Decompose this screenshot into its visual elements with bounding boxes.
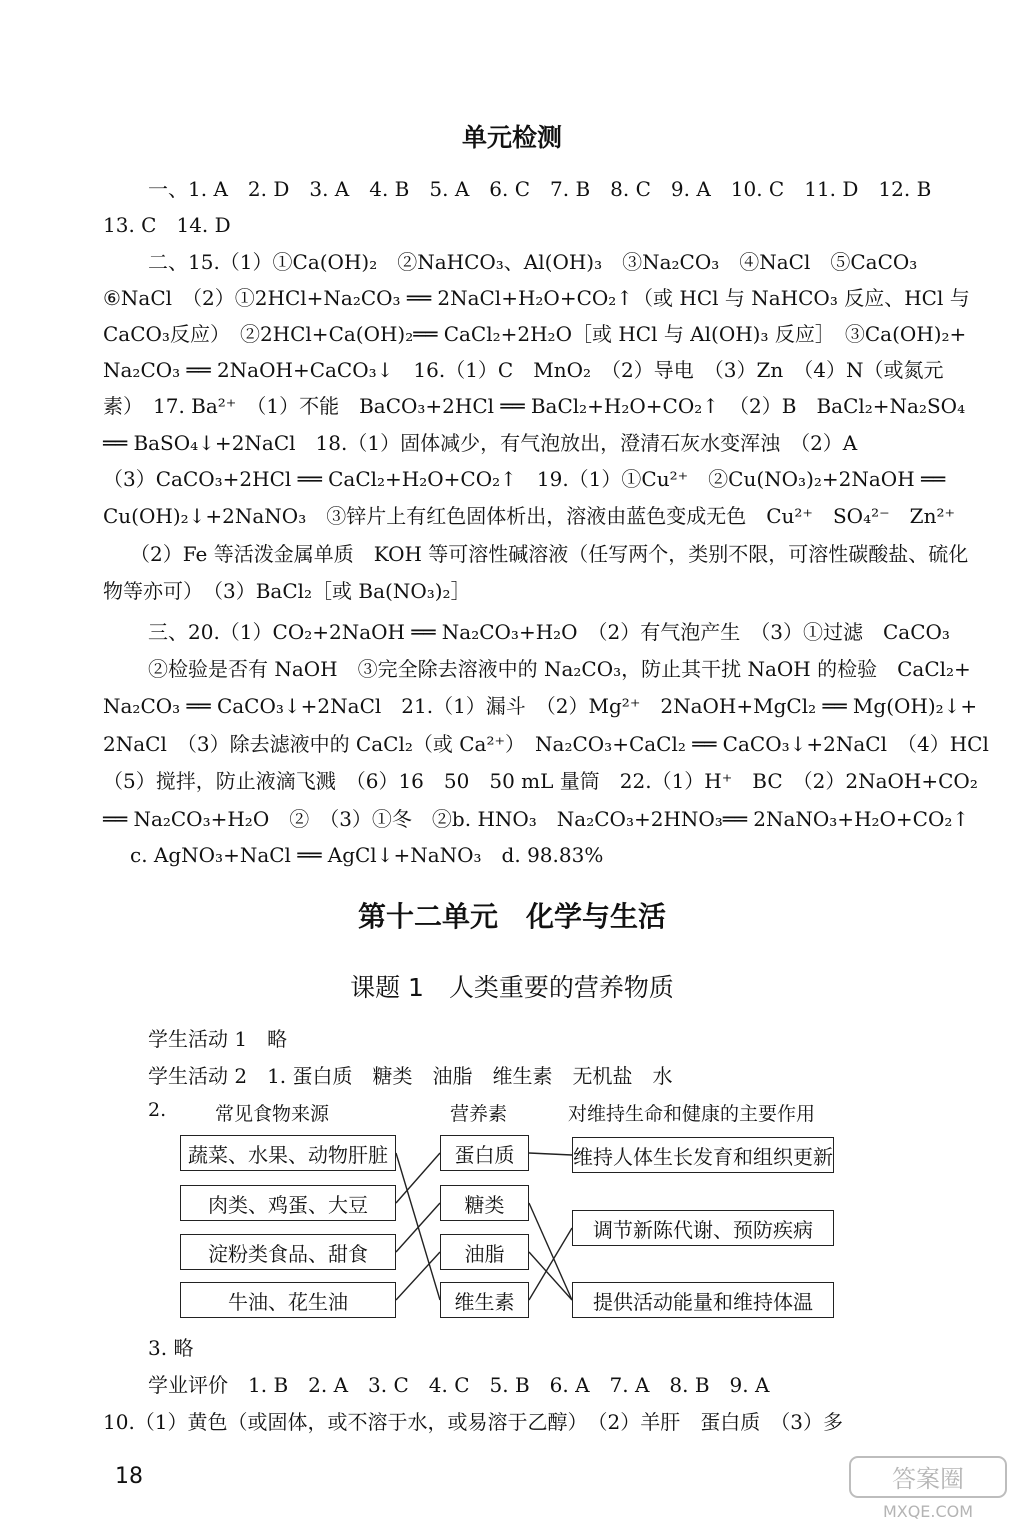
watermark-logo — [848, 1455, 1008, 1525]
answer-line: ②检验是否有 NaOH ③完全除去溶液中的 Na₂CO₃，防止其干扰 NaOH 的检验 CaCl₂+ — [148, 657, 971, 681]
chapter-title: 第十二单元 化学与生活 — [357, 900, 666, 933]
function-box-metabolism: 调节新陈代谢、预防疾病 — [572, 1210, 834, 1246]
answer-line: ⑥NaCl （2）①2HCl+Na₂CO₃ ══ 2NaCl+H₂O+CO₂↑（或 HCl 与 NaHCO₃ 反应、HCl 与 — [103, 286, 970, 310]
answer-line: c. AgNO₃+NaCl ══ AgCl↓+NaNO₃ d. 98.83% — [130, 843, 604, 867]
header-nutrients: 营养素 — [450, 1103, 508, 1125]
answer-line: 13. C 14. D — [103, 213, 231, 237]
svg-text:答案圈: 答案圈 — [892, 1465, 964, 1493]
answer-line: CaCO₃反应） ②2HCl+Ca(OH)₂══ CaCl₂+2H₂O［或 HCl 与 Al(OH)₃ 反应］ ③Ca(OH)₂+ — [103, 322, 967, 346]
answer-line: （2）Fe 等活泼金属单质 KOH 等可溶性碱溶液（任写两个，类别不限，可溶性碳酸盐、硫化 — [130, 542, 969, 566]
answer-line: ══ Na₂CO₃+H₂O ② （3）①冬 ②b. HNO₃ Na₂CO₃+2HNO₃══ 2NaNO₃+H₂O+CO₂↑ — [103, 807, 970, 831]
lesson-title: 课题 1 人类重要的营养物质 — [350, 973, 674, 1002]
activity-2: 学生活动 2 1. 蛋白质 糖类 油脂 维生素 无机盐 水 — [148, 1064, 673, 1088]
item-10: 10.（1）黄色（或固体，或不溶于水，或易溶于乙醇） （2）羊肝 蛋白质 （3）多 — [103, 1410, 843, 1434]
section-title-unit-test: 单元检测 — [461, 123, 562, 152]
link-line — [396, 1153, 440, 1203]
link-line — [529, 1228, 572, 1300]
source-box-vegetables: 蔬菜、水果、动物肝脏 — [180, 1135, 396, 1171]
answer-line: Na₂CO₃ ══ 2NaOH+CaCO₃↓ 16.（1）C MnO₂ （2）导电 （3）Zn （4）N（或氮元 — [103, 358, 944, 382]
item-3: 3. 略 — [148, 1336, 194, 1360]
function-box-energy: 提供活动能量和维持体温 — [572, 1282, 834, 1318]
function-box-growth: 维持人体生长发育和组织更新 — [572, 1137, 834, 1173]
nutrient-box-vitamin: 维生素 — [440, 1282, 529, 1318]
academic-evaluation: 学业评价 1. B 2. A 3. C 4. C 5. B 6. A 7. A 8. B 9. A — [148, 1373, 770, 1397]
answer-line: Cu(OH)₂↓+2NaNO₃ ③锌片上有红色固体析出，溶液由蓝色变成无色 Cu²⁺ SO₄²⁻ Zn²⁺ — [103, 504, 956, 528]
nutrient-box-sugar: 糖类 — [440, 1185, 529, 1221]
nutrient-box-protein: 蛋白质 — [440, 1135, 529, 1171]
answer-line: （3）CaCO₃+2HCl ══ CaCl₂+H₂O+CO₂↑ 19.（1）①Cu²⁺ ②Cu(NO₃)₂+2NaOH ══ — [103, 467, 946, 491]
answer-line: （5）搅拌，防止液滴飞溅 （6）16 50 50 mL 量筒 22.（1）H⁺ BC （2）2NaOH+CO₂ — [103, 769, 978, 793]
answer-line: 素） 17. Ba²⁺ （1）不能 BaCO₃+2HCl ══ BaCl₂+H₂O+CO₂↑ （2）B BaCl₂+Na₂SO₄ — [103, 394, 966, 418]
link-line — [529, 1203, 572, 1300]
link-line — [529, 1153, 572, 1155]
page-number: 18 — [115, 1464, 143, 1489]
svg-text:MXQE.COM: MXQE.COM — [882, 1502, 974, 1521]
answer-line: 物等亦可） （3）BaCl₂［或 Ba(NO₃)₂］ — [103, 579, 471, 603]
answer-line: 三、20.（1）CO₂+2NaOH ══ Na₂CO₃+H₂O （2）有气泡产生 （3）①过滤 CaCO₃ — [148, 620, 950, 644]
answer-line: 2NaCl （3）除去滤液中的 CaCl₂（或 Ca²⁺） Na₂CO₃+CaCl₂ ══ CaCO₃↓+2NaCl （4）HCl — [103, 732, 989, 756]
diagram-number: 2. — [148, 1099, 167, 1121]
answer-line: 一、1. A 2. D 3. A 4. B 5. A 6. C 7. B 8. C 9. A 10. C 11. D 12. B — [148, 177, 932, 201]
source-box-starch: 淀粉类食品、甜食 — [180, 1234, 396, 1270]
header-functions: 对维持生命和健康的主要作用 — [568, 1103, 816, 1125]
link-line — [529, 1252, 572, 1300]
header-food-sources: 常见食物来源 — [215, 1103, 330, 1125]
answer-line: 二、15.（1）①Ca(OH)₂ ②NaHCO₃、Al(OH)₃ ③Na₂CO₃ ④NaCl ⑤CaCO₃ — [148, 250, 918, 274]
source-box-oil: 牛油、花生油 — [180, 1282, 396, 1318]
answer-line: ══ BaSO₄↓+2NaCl 18.（1）固体减少，有气泡放出，澄清石灰水变浑浊 （2）A — [103, 431, 858, 455]
nutrient-box-fat: 油脂 — [440, 1234, 529, 1270]
source-box-meat: 肉类、鸡蛋、大豆 — [180, 1185, 396, 1221]
answer-line: Na₂CO₃ ══ CaCO₃↓+2NaCl 21.（1）漏斗 （2）Mg²⁺ 2NaOH+MgCl₂ ══ Mg(OH)₂↓+ — [103, 694, 978, 718]
link-line — [396, 1203, 440, 1252]
activity-1: 学生活动 1 略 — [148, 1027, 288, 1051]
